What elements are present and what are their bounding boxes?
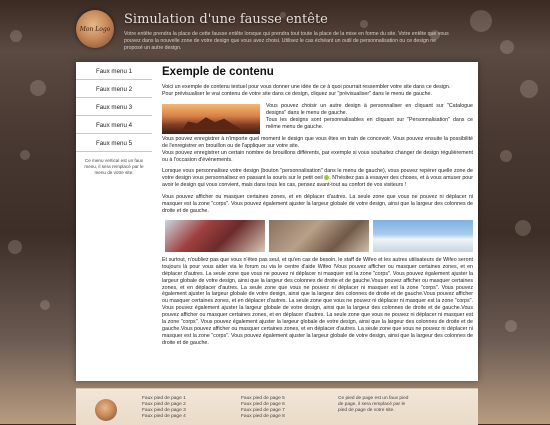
footer-logo[interactable] <box>95 399 117 421</box>
paragraph-intro-1: Voici un exemple de contenu textuel pour vous donner une idée de ce à quoi pourrait ressembler votre site dans ce design. <box>162 84 451 90</box>
sidebar-item-faux-menu-3[interactable]: Faux menu 3 <box>76 100 152 116</box>
sidebar-item-faux-menu-5[interactable]: Faux menu 5 <box>76 136 152 152</box>
footer-link[interactable]: Faux pied de page 1 <box>142 396 186 401</box>
bokeh-spot <box>500 150 512 162</box>
sidebar-menu <box>76 62 152 381</box>
bokeh-spot <box>40 300 50 310</box>
paragraph-oeil <box>162 168 473 189</box>
footer-link[interactable]: Faux pied de page 5 <box>241 396 285 401</box>
fake-footer <box>76 388 478 425</box>
sidebar-item-faux-menu-1[interactable]: Faux menu 1 <box>76 64 152 80</box>
photo-clothes-image <box>165 220 265 252</box>
paragraph-catalogue: Vous pouvez choisir un autre design à personnaliser en cliquant sur "Catalogue designs" dans le menu de gauche. <box>266 102 473 116</box>
photo-rocks-image <box>269 220 369 252</box>
photo-snow-image <box>373 220 473 252</box>
bokeh-spot <box>10 30 22 42</box>
sidebar-item-faux-menu-4[interactable]: Faux menu 4 <box>76 118 152 134</box>
footer-link[interactable]: Faux pied de page 8 <box>241 414 285 419</box>
page-container <box>76 62 478 381</box>
footer-link[interactable]: Faux pied de page 2 <box>142 402 186 407</box>
paragraph-oeil-part-a: Lorsque vous personnalisez votre design (bouton "personnalisation" dans le menu de gauche), vous pouvez repérer quelle zone de votre design vous personnalisez en passant la souris sur le petit oeil <box>162 168 473 182</box>
sidebar-note: Ce menu vertical est un faux menu, il sera remplacé par le menu de votre site. <box>84 158 144 175</box>
paragraph-zones: Vous pouvez afficher ou masquer certaines zones, et en déplacer d'autres. La seule zone que vous ne pouvez ni déplacer ni masquer est la zone "corps". Vous pouvez également ajuster la largeur globale de votre design, ainsi que la largeur des colonnes de droite et de gauche. <box>162 194 473 214</box>
footer-link[interactable]: Faux pied de page 6 <box>241 402 285 407</box>
site-subtitle: Votre entête prendra la place de cette fausse entête lorsque qui prendra tout toute la place de la mise en forme du site. Votre entête que vous pouvez dans la nouvelle zone de votre design que vous avez choisi. Utilisez le cas échéant un outil de personnalisation ou ce design ne proposé un autre design. <box>124 31 449 51</box>
footer-column-3 <box>338 396 413 414</box>
footer-note: Ce pied de page est un faux pied de page, il sera remplacé par le pied de page de votre site. <box>338 396 409 413</box>
main-content <box>162 65 473 381</box>
bokeh-spot <box>500 40 514 54</box>
paragraph-intro-2: Pour prévisualiser le vrai contenu de votre site dans ce design, cliquez sur "prévisualiser" dans le menu de gauche. <box>162 90 432 97</box>
site-title: Simulation d'une fausse entête <box>124 12 328 27</box>
sidebar-item-faux-menu-2[interactable]: Faux menu 2 <box>76 82 152 98</box>
logo-text: Mon Logo <box>79 26 111 33</box>
footer-link[interactable]: Faux pied de page 7 <box>241 408 285 413</box>
page-title: Exemple de contenu <box>162 66 274 78</box>
paragraph-oeil-part-b: . N'hésitez pas à essayer des choses, et à vous amuser pour avoir le design qui vous convient, mais dans tous les cas, pensez avant-tout au confort de vos visiteurs ! <box>162 175 473 189</box>
bokeh-spot <box>505 320 517 332</box>
bokeh-spot <box>515 220 531 236</box>
paragraph-brouillons: Vous pouvez enregistrer un certain nombre de brouillons différents, par exemple si vous souhaitez changer de design régulièrement ou à l'occasion d'événements. <box>162 149 473 163</box>
bokeh-spot <box>520 80 538 98</box>
footer-link[interactable]: Faux pied de page 4 <box>142 414 186 419</box>
paragraph-enregistrer: Vous pouvez enregistrer à n'importe quel moment le design que vous êtes en train de concevoir. Vous pouvez ensuite la possibilité de l'enregistrer en brouillon ou de l'appliquer sur votre site. <box>162 135 473 149</box>
image-row <box>162 220 473 252</box>
canyon-image <box>162 104 260 134</box>
bokeh-spot <box>8 240 22 254</box>
footer-link[interactable]: Faux pied de page 3 <box>142 408 186 413</box>
paragraph-support: Et surtout, n'oubliez pas que vous n'êtes pas seul, et qu'en cas de besoin, le staff de Wifeo et les autres utilisateurs de Wifeo seront toujours là pour vous aider via le forum ou via le centre d'aide Wifeo !Vous pouvez afficher ou masquer certaines zones, et en déplacer d'autres. La seule zone que vous ne pouvez ni déplacer ni masquer est la zone "corps". Vous pouvez également ajuster la largeur globale de votre design, ainsi que la largeur des colonnes de droite et de gauche.Vous pouvez afficher ou masquer certaines zones, et en déplacer d'autres. La seule zone que vous ne pouvez ni déplacer ni masquer est la zone "corps". Vous pouvez également ajuster la largeur globale de votre design, ainsi que la largeur des colonnes de droite et de gauche.Vous pouvez afficher ou masquer certaines zones, et en déplacer d'autres. La seule zone que vous ne pouvez ni déplacer ni masquer est la zone "corps". Vous pouvez également ajuster la largeur globale de votre design, ainsi que la largeur des colonnes de droite et de gauche.Vous pouvez afficher ou masquer certaines zones, et en déplacer d'autres. La seule zone que vous ne pouvez ni déplacer ni masquer est la zone "corps". Vous pouvez également ajuster la largeur globale de votre design, ainsi que la largeur des colonnes de droite et de gauche.Vous pouvez afficher ou masquer certaines zones, et en déplacer d'autres. La seule zone que vous ne pouvez ni déplacer ni masquer est la zone "corps". Vous pouvez également ajuster la largeur globale de votre design, ainsi que la largeur des colonnes de droite et de gauche. <box>162 256 473 346</box>
site-logo[interactable] <box>76 10 114 48</box>
footer-column-2 <box>241 396 285 420</box>
footer-column-1 <box>142 396 186 420</box>
bokeh-spot <box>30 80 46 96</box>
paragraph-personnalisation: Tous les designs sont personnalisables en cliquant sur "Personnalisation" dans ce même menu de gauche. <box>266 116 473 130</box>
fake-header <box>76 6 476 56</box>
bokeh-spot <box>20 150 30 160</box>
